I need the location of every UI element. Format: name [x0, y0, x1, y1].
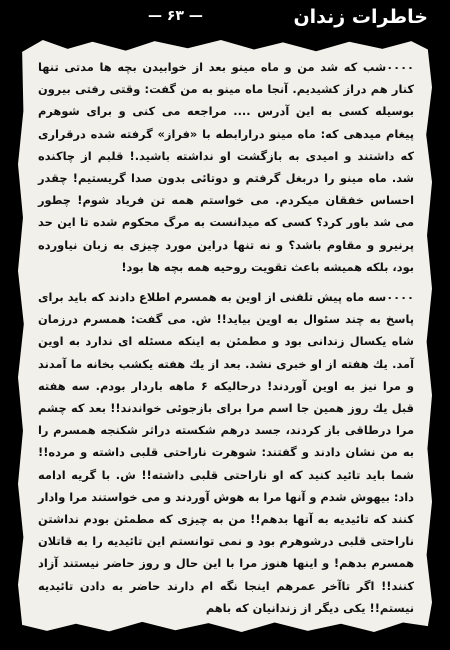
paragraph-2: ۰۰۰۰سه ماه پیش تلفنی از اوین به همسرم اطلاع دادند که باید برای پاسخ به چند سئوال به اوین بیاید!! ش. می گفت: همسرم درزمان شاه یکسال زندانی بود و مطمئن به اینکه مسئله ای ندارد به اوین آمد. یك هفته از او خبری نشد. بعد از یك هفته یکشب بخانه ما آمدند و مرا نیز به اوین آوردند! درحالیکه ۶ ماهه باردار بودم. سه هفته قبل یك روز همین جا اسم مرا برای بازجوئی خواندند!! بعد که چشم مرا درطاقی باز کردند، جسد درهم شکسته دراثر شکنجه همسرم را به من نشان دادند و گفتند: شوهرت ناراحتی قلبی داشته و مرده!! شما باید تائید کنید که او ناراحتی قلبی داشته!! ش. با گریه ادامه داد: بیهوش شدم و آنها مرا به هوش آوردند و می خواستند مرا وادار کنند که تائیدیه به آنها بدهم!! من به چیزی که مطمئن بودم نداشتن ناراحتی قلبی درشوهرم بود و نمی توانستم این تائیدیه را به قاتلان همسرم بدهم! و اینها هنوز مرا با این حال و روز حاضر نیستند آزاد کنند!! اگر تاآخر عمرهم اینجا نگه ام دارند حاضر به دادن تائیدیه نیستم!! یکی دیگر از زندانیان که باهم	[38, 290, 414, 615]
page-number: — ۶۳ —	[148, 8, 203, 24]
paragraph-1: ۰۰۰۰شب که شد من و ماه مینو بعد از خوابیدن بچه ها مدتی تنها کنار هم دراز کشیدیم. آنجا ماه مینو به من گفت: وقتی رفتی بیرون بوسیله کسی به این آدرس .... مراجعه می کنی و برای شوهرم پیغام میدهی که: ماه مینو درارابطه با «فراز» گرفته شده درقراری که داشتند و امیدی به بازگشت او نداشته باشید.! قلبم از چاکنده شد. ماه مینو را دربغل گرفتم و دوتائی بدون صدا گریستیم! چقدر احساس خفقان میکردم. می خواستم همه تن فریاد شوم! چطور می شد باور کرد؟ کسی که میدانست به مرگ محکوم شده تا این حد پرنیرو و مقاوم باشد؟ و نه تنها دراین مورد چیزی به زبان نیاورده بود، بلکه همیشه باعث تقویت روحیه همه بچه ها بود!	[38, 60, 414, 274]
page-body	[38, 56, 414, 619]
book-title: خاطرات زندان	[293, 6, 428, 28]
page-header	[0, 0, 450, 34]
